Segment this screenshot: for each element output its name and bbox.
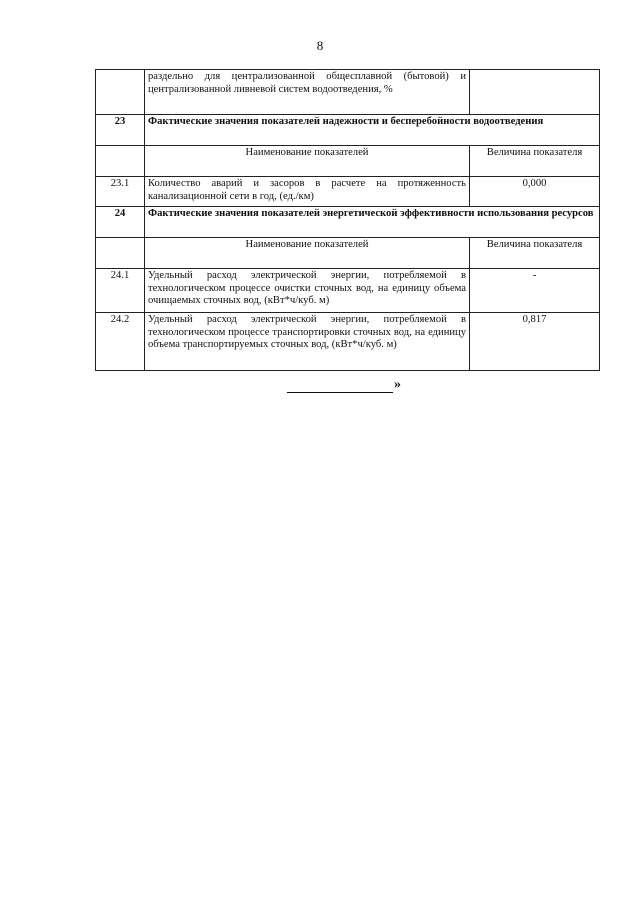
section-title: Фактические значения показателей надежности и бесперебойности водоотведения <box>145 115 600 146</box>
header-name: Наименование показателей <box>145 146 470 177</box>
page-number: 8 <box>316 38 324 53</box>
indicator-name-cell: раздельно для централизованной общесплавной (бытовой) и централизованной ливневой систем водоотведения, % <box>145 70 470 115</box>
closing-underline <box>287 382 393 393</box>
indicator-name: Удельный расход электрической энергии, потребляемой в технологическом процессе транспортировки сточных вод, на единицу объема транспортируемых сточных вод, (кВт*ч/куб. м) <box>145 313 470 371</box>
section-number: 24 <box>96 207 145 238</box>
section-title: Фактические значения показателей энергетической эффективности использования ресурсов <box>145 207 600 238</box>
indicator-value-cell <box>470 70 600 115</box>
row-number: 23.1 <box>96 177 145 207</box>
table-row <box>96 177 600 207</box>
header-empty-cell <box>96 238 145 269</box>
table-row <box>96 70 600 115</box>
indicator-value: 0,000 <box>470 177 600 207</box>
header-empty-cell <box>96 146 145 177</box>
indicator-value: 0,817 <box>470 313 600 371</box>
indicators-table <box>95 69 600 371</box>
header-value: Величина показателя <box>470 146 600 177</box>
column-header-row <box>96 238 600 269</box>
indicator-name: Удельный расход электрической энергии, потребляемой в технологическом процессе очистки сточных вод, на единицу объема очищаемых сточных вод, (кВт*ч/куб. м) <box>145 269 470 313</box>
section-title-row <box>96 115 600 146</box>
section-number: 23 <box>96 115 145 146</box>
row-number: 24.2 <box>96 313 145 371</box>
header-value: Величина показателя <box>470 238 600 269</box>
closing-mark <box>287 377 401 393</box>
indicator-name: Количество аварий и засоров в расчете на протяженность канализационной сети в год, (ед./км) <box>145 177 470 207</box>
table-row <box>96 313 600 371</box>
closing-quote: » <box>394 377 401 392</box>
row-number: 24.1 <box>96 269 145 313</box>
section-title-row <box>96 207 600 238</box>
indicator-value: - <box>470 269 600 313</box>
header-name: Наименование показателей <box>145 238 470 269</box>
column-header-row <box>96 146 600 177</box>
table-row <box>96 269 600 313</box>
row-number-cell <box>96 70 145 115</box>
